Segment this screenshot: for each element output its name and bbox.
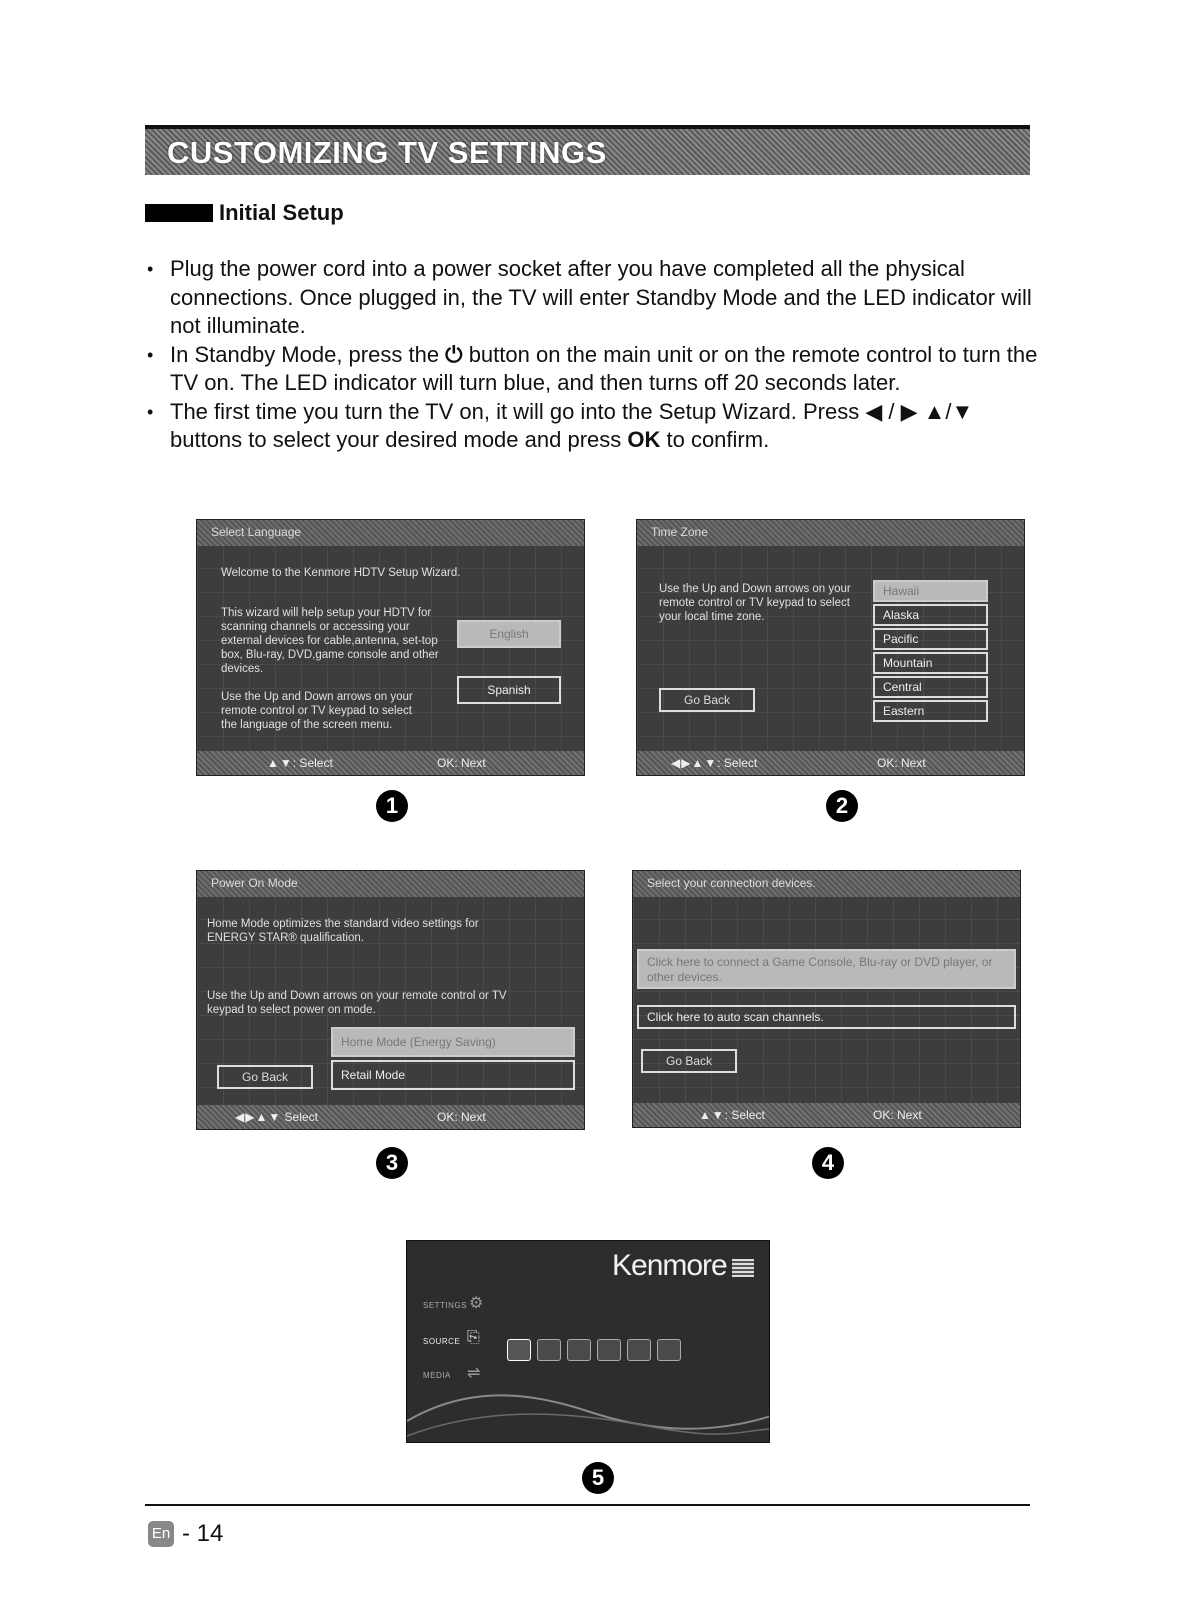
power-mode-instructions: Use the Up and Down arrows on your remote control or TV keypad to select power on mode. <box>207 990 507 1016</box>
footer-next-label: OK: Next <box>437 1110 486 1124</box>
arrow-keys-icon: ▲▼ <box>699 1108 725 1122</box>
screen-title: Time Zone <box>637 520 1024 546</box>
screen-select-connection <box>632 870 1021 1128</box>
language-instructions: Use the Up and Down arrows on your remote control or TV keypad to select the language of the screen menu. <box>221 691 413 731</box>
screen-power-on-mode <box>196 870 585 1130</box>
list-item <box>145 398 1040 455</box>
footer-select-label: : Select <box>717 756 758 770</box>
decorative-wave <box>407 1381 770 1443</box>
instruction-list <box>145 255 1040 455</box>
step-marker-3: 3 <box>376 1147 408 1179</box>
option-english[interactable]: English <box>457 620 561 648</box>
step-marker-2: 2 <box>826 790 858 822</box>
footer-select-label: Select <box>281 1110 318 1124</box>
option-connect-devices[interactable]: Click here to connect a Game Console, Blu-ray or DVD player, or other devices. <box>637 949 1016 989</box>
option-central[interactable]: Central <box>873 676 988 698</box>
wizard-description: This wizard will help setup your HDTV for scanning channels or accessing your external devices for cable,antenna, set-top box, Blu-ray, DVD,game console and other devices. <box>221 607 439 675</box>
power-icon: ⏻ <box>445 341 463 367</box>
option-eastern[interactable]: Eastern <box>873 700 988 722</box>
kenmore-logo: Kenmore <box>612 1249 727 1282</box>
bullet-text: Plug the power cord into a power socket after you have completed all the physical connections. Once plugged in, the TV will enter Standby Mode and the LED indicator will not illuminate. <box>170 256 1032 338</box>
go-back-button[interactable]: Go Back <box>217 1065 313 1089</box>
step-marker-1: 1 <box>376 790 408 822</box>
page-number-text: - 14 <box>182 1520 224 1547</box>
arrow-keys-icon: ◀▶▲▼ <box>671 756 718 770</box>
page-number <box>148 1520 223 1548</box>
footer-select-label: : Select <box>292 756 333 770</box>
input-source-icon: ⎘ <box>467 1329 480 1346</box>
go-back-button[interactable]: Go Back <box>641 1049 737 1073</box>
footer-next-label: OK: Next <box>877 756 926 770</box>
option-spanish[interactable]: Spanish <box>457 676 561 704</box>
bullet-dot: • <box>147 344 154 365</box>
menu-item-settings[interactable]: SETTINGS <box>423 1301 468 1310</box>
source-cable-icon[interactable] <box>537 1339 561 1361</box>
screen-footer <box>637 751 1024 775</box>
screen-title: Power On Mode <box>197 871 584 897</box>
screen-time-zone <box>636 519 1025 776</box>
list-item <box>145 255 1040 341</box>
page-title: CUSTOMIZING TV SETTINGS <box>167 135 607 170</box>
section-header-bar <box>145 125 1030 175</box>
screen-title: Select your connection devices. <box>633 871 1020 897</box>
footer-next-label: OK: Next <box>437 756 486 770</box>
source-hdmi2-icon[interactable] <box>597 1339 621 1361</box>
footer-select-label: : Select <box>724 1108 765 1122</box>
ok-key-label: OK <box>627 427 661 452</box>
bullet-text: to confirm. <box>660 427 770 452</box>
arrow-keys-icon: ▲▼ <box>267 756 293 770</box>
go-back-button[interactable]: Go Back <box>659 688 755 712</box>
flag-icon <box>732 1259 754 1277</box>
menu-item-media[interactable]: MEDIA <box>423 1371 451 1380</box>
section-title: Initial Setup <box>219 200 344 225</box>
screen-select-language <box>196 519 585 776</box>
screen-footer <box>633 1103 1020 1127</box>
time-zone-instructions: Use the Up and Down arrows on your remote control or TV keypad to select your local time zone. <box>659 583 851 623</box>
list-item <box>145 341 1040 398</box>
source-tv-icon[interactable] <box>507 1339 531 1361</box>
usb-icon: ⇌ <box>467 1365 481 1382</box>
source-hdmi1-icon[interactable] <box>567 1339 591 1361</box>
step-marker-5: 5 <box>582 1462 614 1494</box>
footer-next-label: OK: Next <box>873 1108 922 1122</box>
bullet-text: button on the main unit or on the remote control to turn the TV on. The LED indicator will turn blue, and then turns off 20 seconds later. <box>170 341 1038 395</box>
option-hawaii[interactable]: Hawaii <box>873 580 988 602</box>
screen-footer <box>197 751 584 775</box>
section-heading <box>145 200 344 226</box>
option-auto-scan[interactable]: Click here to auto scan channels. <box>637 1005 1016 1029</box>
bullet-text: In Standby Mode, press the <box>170 341 446 367</box>
option-home-mode[interactable]: Home Mode (Energy Saving) <box>331 1027 575 1057</box>
bullet-dot: • <box>147 259 154 279</box>
bullet-text: The first time you turn the TV on, it will go into the Setup Wizard. Press ◀ / ▶ ▲/▼ buttons to select your desired mode and press <box>170 398 974 452</box>
home-mode-description: Home Mode optimizes the standard video settings for ENERGY STAR® qualification. <box>207 918 479 944</box>
option-retail-mode[interactable]: Retail Mode <box>331 1060 575 1090</box>
option-pacific[interactable]: Pacific <box>873 628 988 650</box>
option-alaska[interactable]: Alaska <box>873 604 988 626</box>
footer-divider <box>145 1504 1030 1506</box>
screen-main-menu <box>406 1240 770 1443</box>
bullet-dot: • <box>147 401 154 422</box>
arrow-keys-icon: ◀▶▲▼ <box>235 1110 282 1124</box>
source-hdmi3-icon[interactable] <box>627 1339 651 1361</box>
screen-footer <box>197 1105 584 1129</box>
step-marker-4: 4 <box>812 1147 844 1179</box>
gear-icon: ⚙ <box>469 1295 484 1312</box>
section-bar-decoration <box>145 204 213 222</box>
option-mountain[interactable]: Mountain <box>873 652 988 674</box>
language-badge: En <box>148 1521 174 1547</box>
welcome-text: Welcome to the Kenmore HDTV Setup Wizard. <box>221 567 461 579</box>
menu-item-source[interactable]: SOURCE <box>423 1337 461 1346</box>
screen-title: Select Language <box>197 520 584 546</box>
source-pc-icon[interactable] <box>657 1339 681 1361</box>
